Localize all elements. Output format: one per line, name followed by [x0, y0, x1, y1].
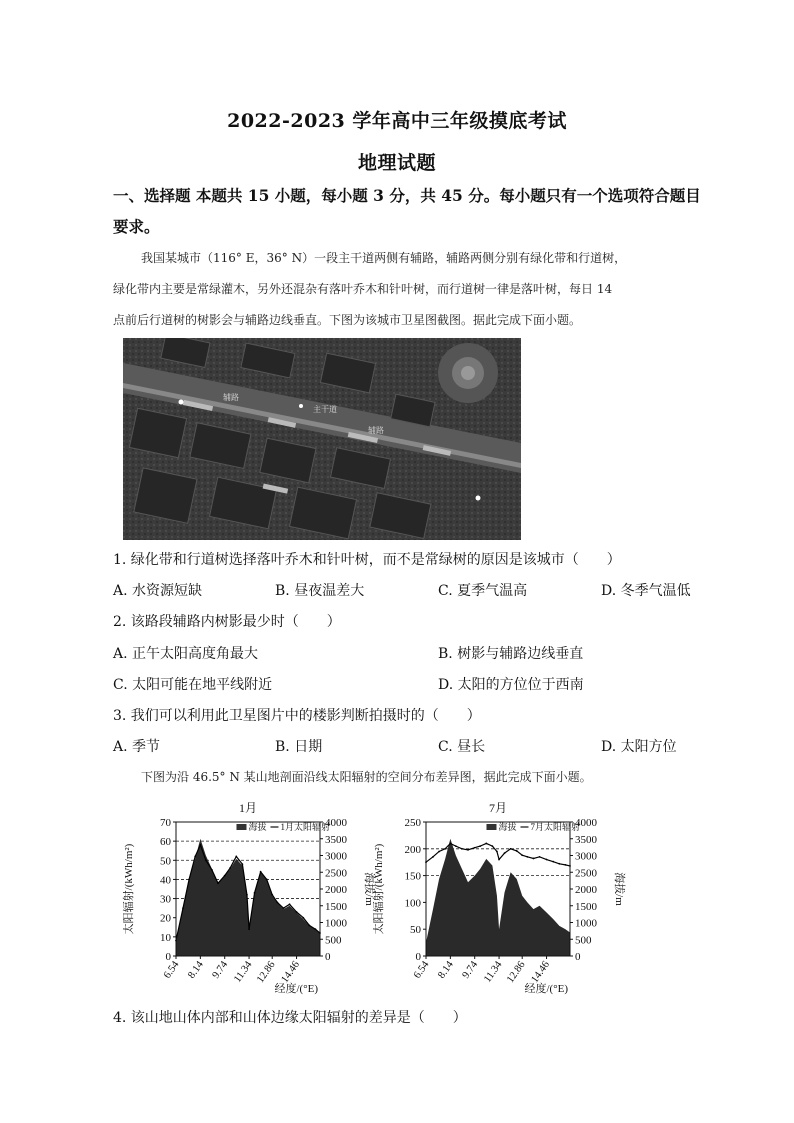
- chart0-radiation-point-5: [205, 859, 207, 861]
- chart0-radiation-point-3: [194, 856, 196, 858]
- chart1-radiation-point-16: [516, 850, 518, 852]
- chart0-radiation-point-2: [188, 879, 190, 881]
- chart1-y2tick-label-6: 3000: [575, 850, 597, 863]
- chart1-xlabel: 经度/(°E): [524, 983, 568, 995]
- chart0-ytick-label-7: 70: [160, 817, 171, 829]
- chart1-radiation-point-22: [552, 861, 554, 863]
- chart1-radiation-point-17: [521, 854, 523, 856]
- passage-1-line3: 点前后行道树的树影会与辅路边线垂直。下图为该城市卫星图截图。据此完成下面小题。: [113, 313, 582, 327]
- chart0-radiation-point-11: [241, 863, 243, 865]
- chart0-y2tick-label-7: 3500: [325, 833, 347, 846]
- chart0-y2tick-label-5: 2500: [325, 867, 347, 880]
- chart0-radiation-point-16: [266, 879, 268, 881]
- chart0-y2tick-label-3: 1500: [325, 900, 347, 913]
- chart0-radiation-point-17: [271, 894, 273, 896]
- passage-2-line1: 下图为沿 46.5° N 某山地剖面沿线太阳辐射的空间分布差异图，据此完成下面小题。: [141, 770, 592, 784]
- exam-title: 2022-2023 学年高中三年级摸底考试: [227, 110, 567, 132]
- chart1-y2tick-label-8: 4000: [575, 817, 597, 829]
- chart0-xtick-label-3: 11.34: [232, 959, 255, 985]
- chart-july: [370, 798, 632, 996]
- q2-option-b[interactable]: B. 树影与辅路边线垂直: [438, 646, 584, 662]
- chart0-radiation-point-9: [229, 867, 231, 869]
- chart1-radiation-point-4: [449, 843, 451, 845]
- chart0-xtick-label-2: 9.74: [210, 959, 231, 981]
- chart0-xtick-label-4: 12.86: [255, 959, 278, 986]
- chart1-ytick-label-5: 250: [404, 817, 421, 829]
- chart0-radiation-point-18: [276, 902, 278, 904]
- chart1-ytick-label-0: 0: [415, 951, 421, 963]
- chart0-y2tick-label-0: 0: [325, 951, 331, 963]
- section-heading: [113, 180, 701, 242]
- chart1-legend-swatch-elevation: [486, 824, 496, 830]
- chart0-ytick-label-2: 20: [160, 912, 171, 925]
- chart1-ytick-label-3: 150: [404, 870, 421, 883]
- chart1-y2tick-label-1: 500: [575, 934, 592, 947]
- chart0-ytick-label-4: 40: [160, 874, 171, 887]
- q3-option-c[interactable]: C. 昼长: [438, 739, 486, 755]
- chart1-radiation-point-18: [526, 856, 528, 858]
- chart1-radiation-point-12: [496, 851, 498, 853]
- q2-option-d[interactable]: D. 太阳的方位位于西南: [438, 677, 584, 693]
- chart0-y2tick-label-8: 4000: [325, 817, 347, 829]
- chart0-y2tick-label-2: 1000: [325, 917, 347, 930]
- chart0-radiation-point-13: [248, 928, 250, 930]
- satellite-drawing: [123, 338, 521, 540]
- chart0-radiation-point-6: [211, 869, 213, 871]
- chart0-ylabel: 太阳辐射/(kWh/m²): [123, 843, 135, 935]
- chart0-y2tick-label-6: 3000: [325, 850, 347, 863]
- chart1-radiation-point-14: [504, 852, 506, 854]
- chart0-ytick-label-5: 50: [160, 855, 171, 868]
- chart1-radiation-point-15: [510, 848, 512, 850]
- chart1-radiation-point-3: [444, 848, 446, 850]
- q1-option-a[interactable]: A. 水资源短缺: [113, 583, 203, 599]
- chart0-legend-radiation: 1月太阳辐射: [280, 822, 330, 832]
- chart0-xtick-label-0: 6.54: [161, 959, 182, 981]
- satellite-label-c: 辅路: [368, 426, 384, 435]
- chart1-xtick-label-4: 12.86: [505, 959, 528, 986]
- chart1-radiation-point-21: [546, 859, 548, 861]
- question-2: 2. 该路段辅路内树影最少时（ ）: [113, 614, 341, 630]
- chart1-radiation-point-7: [467, 849, 469, 851]
- chart1-ylabel: 太阳辐射/(kWh/m²): [373, 843, 385, 935]
- question-1: 1. 绿化带和行道树选择落叶乔木和针叶树，而不是常绿树的原因是该城市（ ）: [113, 552, 621, 568]
- chart1-radiation-point-10: [485, 843, 487, 845]
- chart1-radiation-point-8: [474, 847, 476, 849]
- chart1-radiation-point-1: [432, 856, 434, 858]
- chart0-legend-elevation: 海拔: [248, 822, 267, 832]
- chart1-radiation-point-2: [438, 851, 440, 853]
- chart0-ytick-label-6: 60: [160, 836, 171, 849]
- satellite-label-a: 辅路: [223, 393, 239, 402]
- chart1-radiation-point-6: [461, 848, 463, 850]
- passage-1-line1: 我国某城市（116° E，36° N）一段主干道两侧有辅路，辅路两侧分别有绿化带和行道树，: [141, 251, 627, 265]
- chart1-y2label: 海拔/m: [613, 872, 625, 906]
- chart1-radiation-point-13: [498, 859, 500, 861]
- chart0-radiation-point-10: [235, 856, 237, 858]
- exam-subtitle: 地理试题: [357, 152, 436, 174]
- chart0-radiation-point-12: [246, 894, 248, 896]
- chart1-y2tick-label-3: 1500: [575, 900, 597, 913]
- satellite-image: [123, 338, 521, 540]
- chart0-title: 1月: [238, 801, 258, 815]
- chart0-radiation-point-4: [199, 844, 201, 846]
- chart0-radiation-point-24: [315, 928, 317, 930]
- chart0-xtick-label-5: 14.46: [279, 959, 303, 986]
- chart1-ytick-label-2: 100: [404, 897, 421, 910]
- chart1-radiation-point-20: [539, 856, 541, 858]
- chart-january: [120, 798, 382, 996]
- chart0-y2tick-label-4: 2000: [325, 884, 347, 896]
- chart0-y2tick-label-1: 500: [325, 934, 342, 947]
- chart1-legend-radiation: 7月太阳辐射: [530, 822, 580, 832]
- q3-option-d[interactable]: D. 太阳方位: [601, 739, 677, 755]
- chart0-radiation-point-7: [217, 882, 219, 884]
- chart0-elevation-area: [176, 839, 320, 956]
- question-4: 4. 该山地山体内部和山体边缘太阳辐射的差异是（ ）: [113, 1010, 467, 1026]
- chart1-xtick-label-0: 6.54: [411, 959, 432, 981]
- chart0-radiation-point-20: [289, 903, 291, 905]
- chart1-ytick-label-4: 200: [404, 843, 421, 856]
- q3-option-b[interactable]: B. 日期: [275, 739, 323, 755]
- chart1-radiation-point-23: [558, 863, 560, 865]
- chart1-ytick-label-1: 50: [410, 924, 421, 937]
- question-3: 3. 我们可以利用此卫星图片中的楼影判断拍摄时的（ ）: [113, 708, 481, 724]
- q1-option-b[interactable]: B. 昼夜温差大: [275, 583, 365, 599]
- chart0-radiation-point-22: [302, 917, 304, 919]
- passage-1: [113, 243, 693, 336]
- chart0-xtick-label-1: 8.14: [186, 959, 206, 981]
- chart1-xtick-label-5: 14.46: [529, 959, 553, 986]
- chart1-xtick-label-3: 11.34: [482, 959, 505, 985]
- section-heading-line2: 要求。: [113, 217, 160, 236]
- q3-option-a[interactable]: A. 季节: [113, 739, 161, 755]
- chart0-radiation-point-23: [308, 924, 310, 926]
- chart0-ytick-label-1: 10: [160, 931, 171, 944]
- chart1-y2tick-label-5: 2500: [575, 867, 597, 880]
- chart1-radiation-point-9: [479, 845, 481, 847]
- chart1-y2tick-label-7: 3500: [575, 833, 597, 846]
- q2-option-c[interactable]: C. 太阳可能在地平线附近: [113, 677, 273, 693]
- chart0-radiation-point-21: [296, 911, 298, 913]
- chart0-xlabel: 经度/(°E): [274, 983, 318, 995]
- passage-2: [113, 765, 693, 789]
- chart0-ytick-label-0: 0: [165, 951, 171, 963]
- chart1-xtick-label-2: 9.74: [460, 959, 481, 981]
- q1-option-c[interactable]: C. 夏季气温高: [438, 583, 528, 599]
- chart0-y2label: 海拔/m: [363, 872, 375, 906]
- q2-option-a[interactable]: A. 正午太阳高度角最大: [113, 646, 259, 662]
- passage-1-line2: 绿化带内主要是常绿灌木，另外还混杂有落叶乔木和针叶树，而行道树一律是落叶树，每日 14: [113, 282, 613, 296]
- chart1-legend-elevation: 海拔: [498, 822, 517, 832]
- chart0-legend-swatch-elevation: [236, 824, 246, 830]
- chart1-title: 7月: [488, 801, 508, 815]
- chart1-y2tick-label-2: 1000: [575, 917, 597, 930]
- chart1-y2tick-label-0: 0: [575, 951, 581, 963]
- chart1-xtick-label-1: 8.14: [436, 959, 456, 981]
- chart0-radiation-point-1: [182, 907, 184, 909]
- q1-option-d[interactable]: D. 冬季气温低: [601, 583, 691, 599]
- section-heading-line1: 一、选择题 本题共 15 小题，每小题 3 分，共 45 分。每小题只有一个选项符合题目: [113, 186, 701, 205]
- chart1-radiation-point-5: [455, 845, 457, 847]
- chart0-radiation-point-15: [260, 871, 262, 873]
- chart1-radiation-point-11: [491, 845, 493, 847]
- chart1-y2tick-label-4: 2000: [575, 884, 597, 896]
- satellite-label-b: 主干道: [313, 405, 337, 414]
- chart0-ytick-label-3: 30: [160, 893, 171, 906]
- chart1-radiation-point-24: [565, 864, 567, 866]
- chart1-radiation-point-19: [533, 858, 535, 860]
- chart0-radiation-point-14: [254, 892, 256, 894]
- chart0-radiation-point-8: [224, 875, 226, 877]
- chart0-radiation-point-19: [283, 907, 285, 909]
